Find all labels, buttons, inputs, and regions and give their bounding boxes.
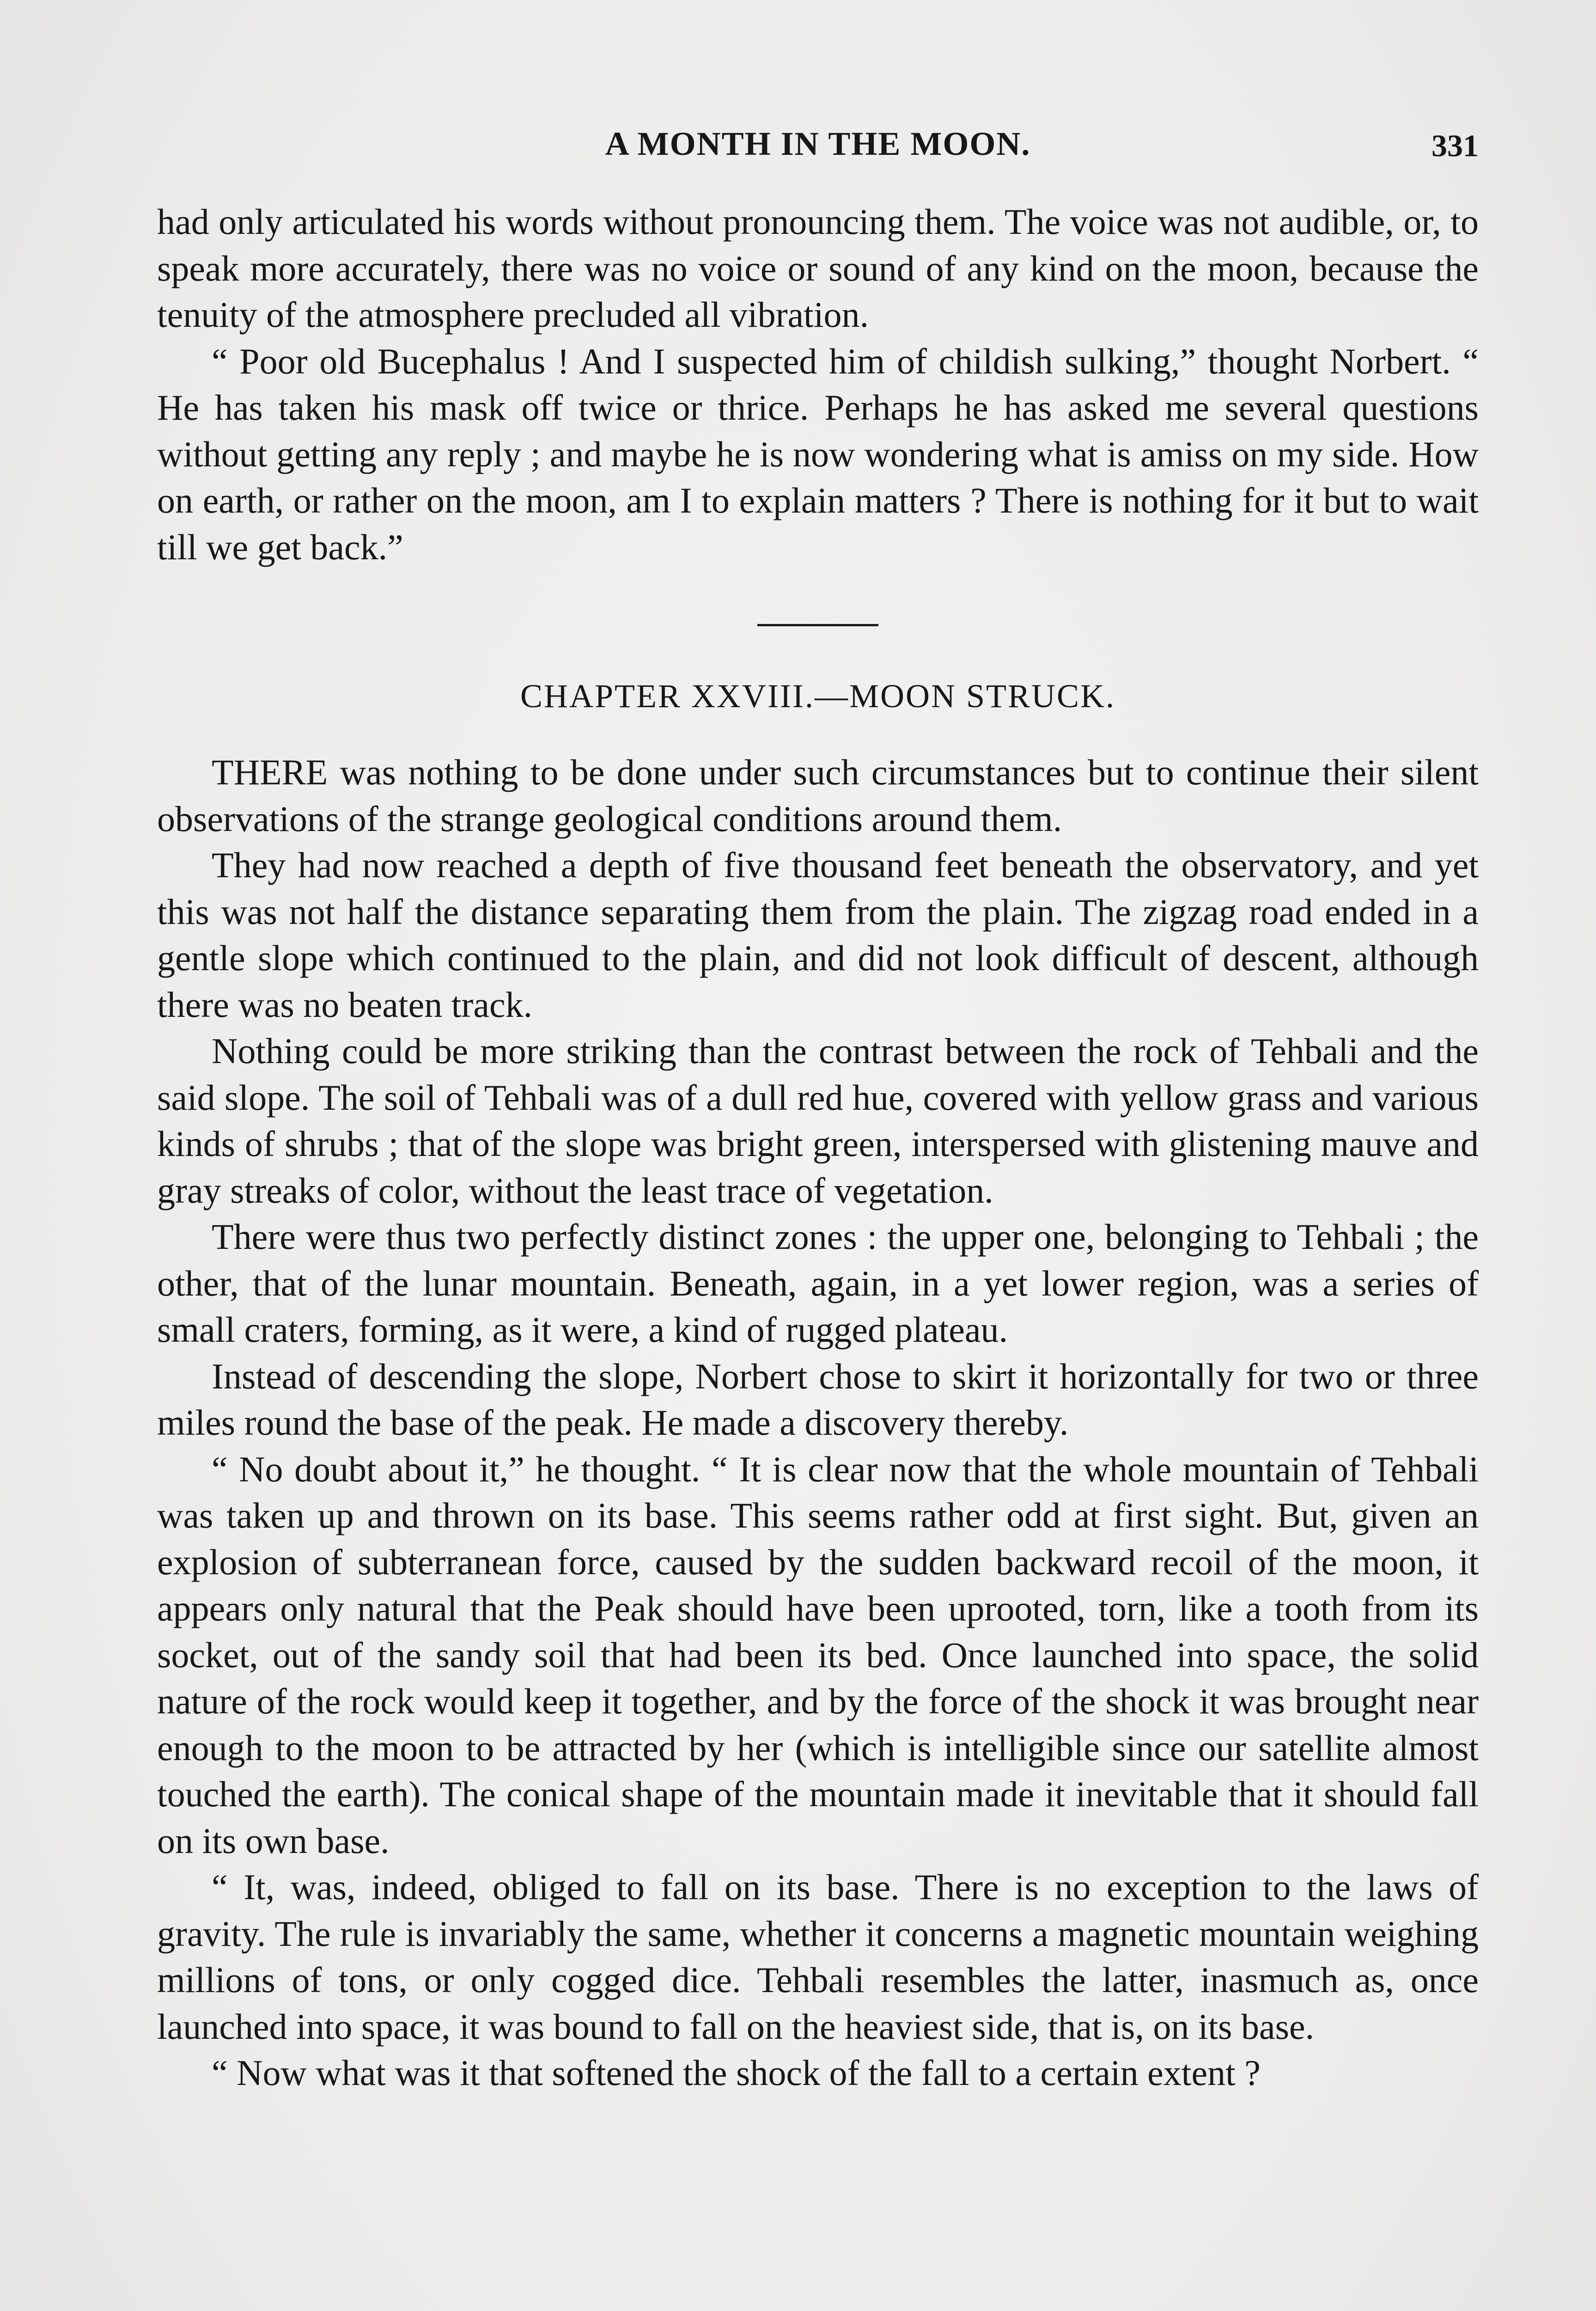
paragraph: “ Now what was it that softened the shock of the fall to a certain extent ?	[212, 2053, 1261, 2093]
chapter-heading: CHAPTER XXVIII.—MOON STRUCK.	[520, 678, 1116, 715]
page-number: 331	[1432, 128, 1479, 163]
paragraph: “ No doubt about it,” he thought. “ It is clear now that the whole mountain of Tehbali was taken up and thrown on its base. This seems rather odd at first sight. But, given an explosion of subterranean force, caused by the sudden backward recoil of the moon, it appears only natural that the Peak should have been uprooted, torn, like a tooth from its socket, out of the sandy soil that had been its bed. Once launched into space, the solid nature of the rock would keep it together, and by the force of the shock it was brought near enough to the moon to be attracted by her (which is intelligible since our satellite almost touched the earth). The conical shape of the mountain made it inevitable that it should fall on its own base.	[157, 1449, 1479, 1861]
paragraph: “ It, was, indeed, obliged to fall on its base. There is no exception to the laws of gravity. The rule is invariably the same, whether it concerns a magnetic mountain weighing millions of tons, or only cogged dice. Tehbali resembles the latter, inasmuch as, once launched into space, it was bound to fall on the heaviest side, that is, on its base.	[157, 1867, 1479, 2047]
body-text	[157, 199, 1479, 2097]
running-header	[157, 125, 1479, 176]
paragraph: There were thus two perfectly distinct zones : the upper one, belonging to Tehbali ; the other, that of the lunar mountain. Beneath, again, in a yet lower region, was a series of small craters, forming, as it were, a kind of rugged plateau.	[157, 1217, 1479, 1350]
section-divider	[757, 624, 878, 626]
running-title: A MONTH IN THE MOON.	[605, 125, 1031, 162]
paragraph: Nothing could be more striking than the contrast between the rock of Tehbali and the said slope. The soil of Tehbali was of a dull red hue, covered with yellow grass and various kinds of shrubs ; that of the slope was bright green, interspersed with glistening mauve and gray streaks of color, without the least trace of vegetation.	[157, 1031, 1479, 1211]
paragraph-continued: had only articulated his words without pronouncing them. The voice was not audible, or, to speak more accurately, there was no voice or sound of any kind on the moon, because the tenuity of the atmosphere precluded all vibration.	[157, 202, 1479, 335]
paragraph: They had now reached a depth of five thousand feet beneath the observatory, and yet this was not half the distance separating them from the plain. The zigzag road ended in a gentle slope which continued to the plain, and did not look difficult of descent, although there was no beaten track.	[157, 845, 1479, 1025]
paragraph: “ Poor old Bucephalus ! And I suspected him of childish sulking,” thought Norbert. “ He has taken his mask off twice or thrice. Perhaps he has asked me several questions without getting any reply ; and maybe he is now wondering what is amiss on my side. How on earth, or rather on the moon, am I to explain matters ? There is nothing for it but to wait till we get back.”	[157, 341, 1479, 567]
paragraph: THERE was nothing to be done under such circumstances but to continue their silent observations of the strange geological conditions around them.	[157, 752, 1479, 839]
paragraph: Instead of descending the slope, Norbert chose to skirt it horizontally for two or three miles round the base of the peak. He made a discovery thereby.	[157, 1356, 1479, 1443]
